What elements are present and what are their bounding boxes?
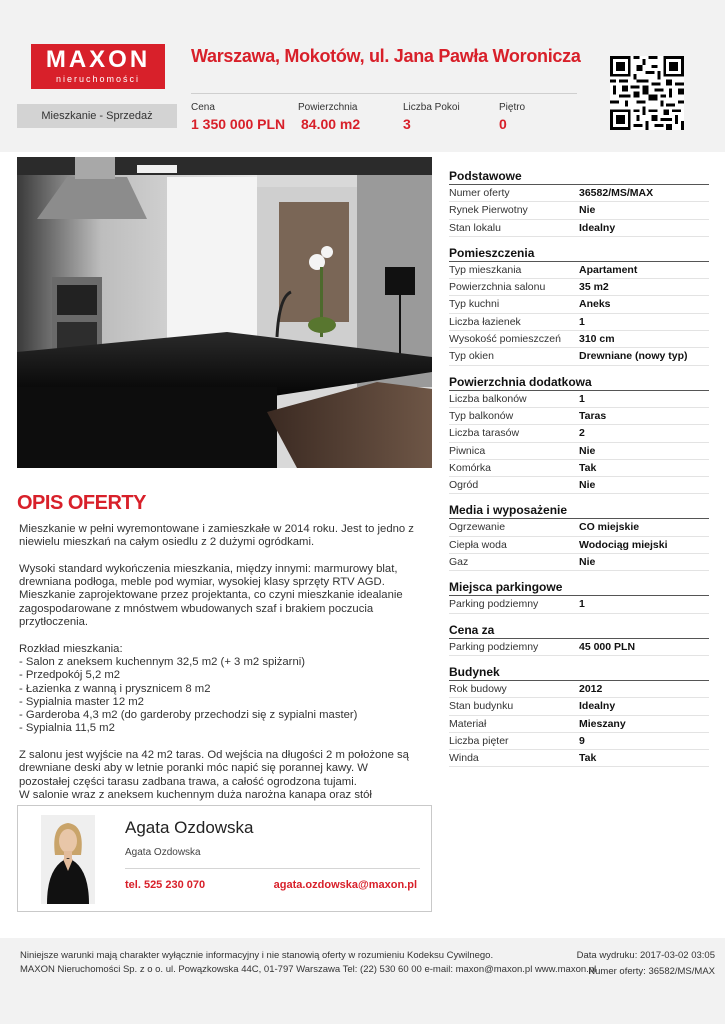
stat-label: Piętro	[499, 102, 526, 113]
address-divider	[191, 93, 577, 94]
stat-label: Liczba Pokoi	[403, 102, 460, 113]
detail-row	[449, 296, 709, 313]
detail-label: Powierzchnia salonu	[449, 281, 546, 294]
detail-value: 45 000 PLN	[579, 640, 636, 653]
detail-row	[449, 314, 709, 331]
detail-value: 35 m2	[579, 281, 609, 294]
detail-label: Ogród	[449, 479, 479, 492]
detail-row	[449, 596, 709, 613]
detail-value: Aneks	[579, 298, 611, 311]
detail-value: 310 cm	[579, 333, 615, 346]
detail-value: Nie	[579, 479, 596, 492]
agent-phone-link[interactable]: tel. 525 230 070	[125, 879, 206, 891]
details-section	[449, 243, 709, 366]
stat-floor	[499, 101, 525, 134]
detail-value: Tak	[579, 752, 597, 765]
detail-value: Nie	[579, 556, 596, 569]
detail-label: Winda	[449, 752, 479, 765]
detail-value: 1	[579, 315, 585, 328]
stat-value: 0	[499, 116, 507, 132]
maxon-logo[interactable]	[31, 44, 165, 89]
agent-divider	[125, 868, 420, 869]
section-title: Budynek	[449, 662, 709, 681]
detail-label: Typ kuchni	[449, 298, 500, 311]
details-section	[449, 500, 709, 571]
detail-label: Gaz	[449, 556, 469, 569]
detail-row	[449, 185, 709, 202]
detail-value: Wodociąg miejski	[579, 538, 668, 551]
detail-value: Drewniane (nowy typ)	[579, 350, 688, 363]
detail-row	[449, 537, 709, 554]
detail-row	[449, 750, 709, 767]
agent-subtitle: Agata Ozdowska	[125, 847, 201, 858]
detail-label: Numer oferty	[449, 187, 510, 199]
logo-subtitle: nieruchomości	[55, 74, 141, 84]
detail-row	[449, 348, 709, 365]
detail-label: Rok budowy	[449, 682, 507, 695]
detail-row	[449, 262, 709, 279]
description-text: Mieszkanie w pełni wyremontowane i zamieszkałe w 2014 roku. Jest to jedno z niewielu mieszkań na całym osiedlu z 2 dużymi ogródkami. Wysoki standard wykończenia mieszkania, między innymi: marmurowy blat, drewniana podłoga, meble pod wymiar, wysokiej klasy sprzęty RTV AGD. Mieszkanie zaprojektowane przez projektanta, co czyni mieszkanie idealanie zagospodarowane z mnóstwem wbudowanych szaf i brakiem poczucia przytłoczenia. Rozkład mieszkania: - Salon z aneksem kuchennym 32,5 m2 (+ 3 m2 spiżarni) - Przedpokój 5,2 m2 - Łazienka z wanną i prysznicem 8 m2 - Sypialnia master 12 m2 - Garderoba 4,3 m2 (do garderoby przechodzi się z sypialni master) - Sypialnia 11,5 m2 Z salonu jest wyjście na 42 m2 taras. Od wejścia na długości 2 m położone są drewniane deski aby w letnie poranki móc napić się porannej kawy. W pozostałej części tarasu zadbana trawa, a całość ogrodzona tujami. W salonie wraz z aneksem kuchennym duża narożna kanapa oraz stół	[19, 523, 414, 801]
agent-name: Agata Ozdowska	[125, 818, 254, 837]
detail-row	[449, 639, 709, 656]
detail-value: 2	[579, 427, 585, 440]
section-title: Media i wyposażenie	[449, 500, 709, 519]
detail-label: Liczba łazienek	[449, 315, 521, 328]
detail-value: 1	[579, 598, 585, 611]
detail-value: 1	[579, 392, 585, 405]
detail-label: Liczba tarasów	[449, 427, 520, 440]
property-photo[interactable]	[17, 157, 432, 468]
detail-row	[449, 443, 709, 460]
detail-label: Piwnica	[449, 444, 486, 457]
detail-label: Rynek Pierwotny	[449, 204, 528, 217]
detail-row	[449, 460, 709, 477]
detail-label: Liczba pięter	[449, 734, 509, 747]
details-panel	[449, 166, 709, 773]
offer-type-tag: Mieszkanie - Sprzedaż	[17, 104, 177, 128]
detail-value: CO miejskie	[579, 521, 640, 534]
detail-value: Taras	[579, 409, 607, 422]
detail-label: Ciepła woda	[449, 538, 507, 551]
details-section	[449, 166, 709, 237]
stat-label: Cena	[191, 102, 215, 113]
detail-value: 2012	[579, 682, 603, 695]
detail-value: Tak	[579, 461, 597, 474]
detail-row	[449, 331, 709, 348]
section-title: Cena za	[449, 620, 709, 639]
detail-label: Typ balkonów	[449, 409, 514, 422]
detail-label: Materiał	[449, 717, 487, 730]
details-section	[449, 577, 709, 613]
footer-offer-number: Numer oferty: 36582/MS/MAX	[588, 966, 715, 977]
stat-rooms	[403, 101, 460, 134]
agent-card	[17, 805, 432, 912]
detail-value: 9	[579, 734, 585, 747]
footer	[0, 938, 725, 1024]
stat-value: 1 350 000 PLN	[191, 116, 286, 132]
detail-row	[449, 519, 709, 536]
agent-avatar	[41, 815, 95, 904]
detail-value: Apartament	[579, 263, 638, 276]
section-title: Podstawowe	[449, 166, 709, 185]
detail-label: Liczba balkonów	[449, 392, 527, 405]
detail-row	[449, 425, 709, 442]
detail-label: Stan budynku	[449, 700, 514, 713]
detail-value: 36582/MS/MAX	[579, 187, 654, 199]
property-address: Warszawa, Mokotów, ul. Jana Pawła Woronicza	[191, 46, 581, 66]
detail-value: Mieszany	[579, 717, 626, 730]
detail-label: Ogrzewanie	[449, 521, 506, 534]
stat-label: Powierzchnia	[298, 102, 358, 113]
details-section	[449, 620, 709, 656]
detail-row	[449, 279, 709, 296]
qr-code-icon[interactable]	[610, 56, 684, 130]
description-title: OPIS OFERTY	[17, 492, 146, 514]
details-section	[449, 372, 709, 495]
detail-row	[449, 554, 709, 571]
detail-label: Parking podziemny	[449, 598, 539, 611]
stat-value: 3	[403, 116, 411, 132]
detail-label: Typ okien	[449, 350, 494, 363]
footer-print-date: Data wydruku: 2017-03-02 03:05	[576, 950, 715, 961]
detail-label: Wysokość pomieszczeń	[449, 333, 561, 346]
detail-value: Idealny	[579, 221, 616, 234]
detail-row	[449, 408, 709, 425]
stat-area	[298, 101, 360, 134]
detail-value: Nie	[579, 444, 596, 457]
detail-row	[449, 477, 709, 494]
footer-company-info: MAXON Nieruchomości Sp. z o o. ul. Powązkowska 44C, 01-797 Warszawa Tel: (22) 530 60 00 e-mail: maxon@maxon.pl www.maxon.pl	[20, 964, 597, 975]
stat-value: 84.00 m2	[301, 116, 361, 132]
detail-value: Nie	[579, 204, 596, 217]
stat-price	[191, 101, 285, 134]
footer-disclaimer: Niniejsze warunki mają charakter wyłącznie informacyjny i nie stanowią oferty w rozumieniu Kodeksu Cywilnego.	[20, 950, 494, 961]
agent-email-link[interactable]: agata.ozdowska@maxon.pl	[273, 879, 417, 891]
detail-label: Stan lokalu	[449, 221, 501, 234]
detail-row	[449, 202, 709, 219]
detail-label: Komórka	[449, 461, 492, 474]
section-title: Pomieszczenia	[449, 243, 709, 262]
details-section	[449, 662, 709, 767]
detail-label: Typ mieszkania	[449, 263, 522, 276]
detail-row	[449, 733, 709, 750]
detail-row	[449, 220, 709, 237]
section-title: Miejsca parkingowe	[449, 577, 709, 596]
section-title: Powierzchnia dodatkowa	[449, 372, 709, 391]
detail-row	[449, 716, 709, 733]
detail-row	[449, 391, 709, 408]
detail-value: Idealny	[579, 700, 616, 713]
detail-row	[449, 681, 709, 698]
detail-row	[449, 698, 709, 715]
logo-name: MAXON	[45, 46, 151, 73]
detail-label: Parking podziemny	[449, 640, 539, 653]
